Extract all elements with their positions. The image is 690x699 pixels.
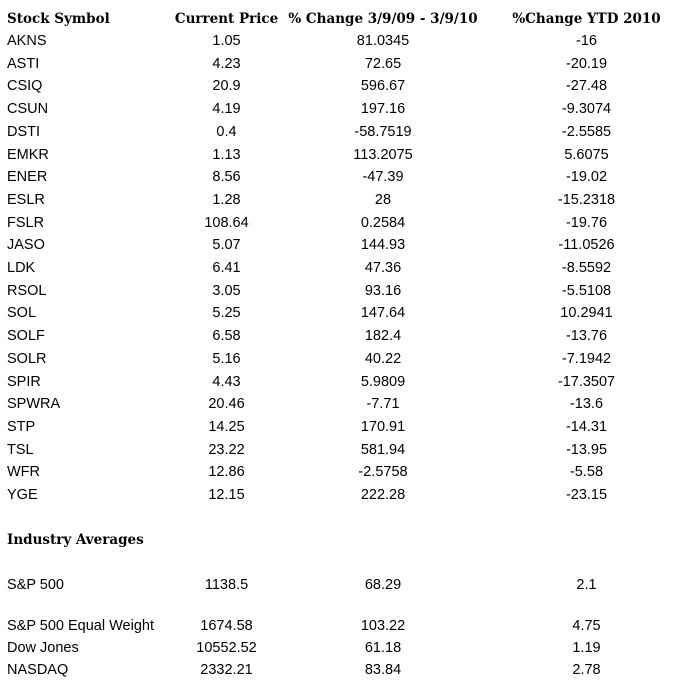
- change-year-cell: 81.0345: [356, 33, 410, 49]
- header-current-price: Current Price: [174, 11, 279, 27]
- change-ytd-cell: -20.19: [565, 55, 608, 72]
- current-price-cell: 4.19: [212, 101, 241, 118]
- change-ytd-cell: -11.0526: [558, 237, 615, 254]
- current-price-cell: 1.05: [212, 33, 241, 49]
- current-price-cell: 4.43: [212, 373, 241, 390]
- change-ytd-cell: -9.3074: [561, 101, 612, 118]
- industry-name-cell: S&P 500: [7, 577, 64, 593]
- table-row: [0, 416, 690, 439]
- table-row: [0, 98, 690, 121]
- current-price-cell: 4.23: [212, 55, 241, 72]
- industry-row: [0, 636, 690, 658]
- industry-change-ytd-cell: 1.19: [572, 640, 601, 656]
- industry-heading-row: [0, 528, 690, 552]
- stock-symbol-cell: RSOL: [7, 282, 47, 299]
- change-year-cell: 197.16: [360, 101, 406, 118]
- change-year-cell: -7.71: [366, 396, 400, 413]
- stock-symbol-cell: DSTI: [7, 123, 41, 140]
- table-row: [0, 302, 690, 325]
- table-row: [0, 189, 690, 212]
- stock-symbol-cell: YGE: [7, 487, 38, 504]
- header-row: [0, 8, 690, 30]
- change-ytd-cell: -23.15: [565, 487, 608, 504]
- change-year-cell: -58.7519: [354, 123, 412, 140]
- table-row: [0, 144, 690, 167]
- industry-row: [0, 573, 690, 595]
- industry-heading-table: [0, 528, 690, 552]
- table-row: [0, 257, 690, 280]
- change-year-cell: 581.94: [360, 441, 406, 458]
- table-row: [0, 348, 690, 371]
- stock-symbol-cell: ESLR: [7, 191, 45, 208]
- change-year-cell: -47.39: [362, 169, 404, 186]
- current-price-cell: 20.46: [208, 396, 245, 413]
- current-price-cell: 12.15: [208, 487, 245, 504]
- current-price-cell: 20.9: [212, 78, 241, 95]
- current-price-cell: 5.07: [212, 237, 241, 254]
- table-row: [0, 280, 690, 303]
- current-price-cell: 14.25: [208, 418, 245, 435]
- change-ytd-cell: -7.1942: [561, 350, 612, 367]
- change-ytd-cell: -15.2318: [557, 191, 616, 208]
- industry-change-ytd-cell: 2.78: [572, 662, 601, 678]
- change-ytd-cell: -2.5585: [561, 123, 612, 140]
- current-price-cell: 1.13: [212, 146, 241, 163]
- table-row: [0, 484, 690, 507]
- stock-symbol-cell: AKNS: [7, 33, 47, 49]
- table-row: [0, 234, 690, 257]
- table-row: [0, 439, 690, 462]
- stock-symbol-cell: STP: [7, 418, 36, 435]
- table-row: [0, 121, 690, 144]
- table-row: [0, 212, 690, 235]
- industry-change-year-cell: 103.22: [360, 618, 406, 634]
- change-year-cell: 144.93: [360, 237, 406, 254]
- industry-name-cell: NASDAQ: [7, 662, 69, 678]
- change-ytd-cell: -14.31: [565, 418, 608, 435]
- stock-symbol-cell: ASTI: [7, 55, 40, 72]
- change-ytd-cell: -19.02: [565, 169, 608, 186]
- industry-price-cell: 10552.52: [196, 640, 257, 656]
- current-price-cell: 5.25: [212, 305, 241, 322]
- stock-table: [0, 8, 690, 507]
- table-row: [0, 325, 690, 348]
- change-ytd-cell: -16: [576, 33, 597, 49]
- table-row: [0, 371, 690, 394]
- current-price-cell: 6.58: [212, 328, 241, 345]
- industry-price-cell: 1674.58: [200, 618, 253, 634]
- current-price-cell: 3.05: [212, 282, 241, 299]
- change-ytd-cell: 10.2941: [560, 305, 613, 322]
- change-year-cell: 596.67: [360, 78, 406, 95]
- industry-change-year-cell: 83.84: [364, 662, 402, 678]
- current-price-cell: 6.41: [212, 260, 241, 277]
- change-ytd-cell: -5.5108: [561, 282, 612, 299]
- change-ytd-cell: -8.5592: [561, 260, 612, 277]
- stock-symbol-cell: SOL: [7, 305, 37, 322]
- stock-symbol-cell: LDK: [7, 260, 36, 277]
- change-ytd-cell: -17.3507: [557, 373, 616, 390]
- industry-change-ytd-cell: 2.1: [576, 577, 597, 593]
- current-price-cell: 12.86: [208, 464, 245, 481]
- industry-change-year-cell: 68.29: [364, 577, 402, 593]
- industry-table: [0, 573, 690, 680]
- industry-price-cell: 1138.5: [204, 577, 249, 593]
- current-price-cell: 0.4: [216, 123, 237, 140]
- change-year-cell: 93.16: [364, 282, 402, 299]
- industry-change-year-cell: 61.18: [364, 640, 402, 656]
- change-year-cell: 222.28: [360, 487, 406, 504]
- header-stock-symbol: Stock Symbol: [7, 11, 110, 27]
- stock-symbol-cell: SOLF: [7, 328, 45, 345]
- change-year-cell: 182.4: [364, 328, 402, 345]
- change-ytd-cell: -19.76: [565, 214, 608, 231]
- table-row: [0, 75, 690, 98]
- change-year-cell: 147.64: [360, 305, 406, 322]
- change-ytd-cell: -27.48: [565, 78, 608, 95]
- header-change-ytd: %Change YTD 2010: [512, 11, 661, 27]
- change-year-cell: 0.2584: [360, 214, 406, 231]
- change-year-cell: 28: [374, 191, 392, 208]
- stock-symbol-cell: CSIQ: [7, 78, 43, 95]
- change-ytd-cell: -13.95: [565, 441, 608, 458]
- change-year-cell: 5.9809: [360, 373, 406, 390]
- change-ytd-cell: -13.76: [565, 328, 608, 345]
- stock-symbol-cell: ENER: [7, 169, 48, 186]
- industry-price-cell: 2332.21: [200, 662, 253, 678]
- header-change-year: % Change 3/9/09 - 3/9/10: [288, 11, 478, 27]
- industry-change-ytd-cell: 4.75: [572, 618, 601, 634]
- stock-symbol-cell: SPWRA: [7, 396, 61, 413]
- change-ytd-cell: -13.6: [569, 396, 604, 413]
- change-year-cell: 47.36: [364, 260, 402, 277]
- stock-symbol-cell: CSUN: [7, 101, 49, 118]
- current-price-cell: 23.22: [208, 441, 245, 458]
- table-row: [0, 30, 690, 53]
- industry-row: [0, 658, 690, 680]
- table-row: [0, 393, 690, 416]
- table-row: [0, 166, 690, 189]
- current-price-cell: 108.64: [204, 214, 249, 231]
- table-row: [0, 461, 690, 484]
- industry-name-cell: S&P 500 Equal Weight: [7, 618, 154, 634]
- change-year-cell: 113.2075: [353, 146, 413, 163]
- change-ytd-cell: -5.58: [569, 464, 604, 481]
- stock-symbol-cell: FSLR: [7, 214, 45, 231]
- change-year-cell: -2.5758: [358, 464, 408, 481]
- change-year-cell: 170.91: [360, 418, 406, 435]
- stock-symbol-cell: SPIR: [7, 373, 41, 390]
- industry-name-cell: Dow Jones: [7, 640, 79, 656]
- change-ytd-cell: 5.6075: [564, 146, 609, 163]
- stock-symbol-cell: JASO: [7, 237, 45, 254]
- stock-symbol-cell: TSL: [7, 441, 34, 458]
- current-price-cell: 8.56: [212, 169, 241, 186]
- change-year-cell: 72.65: [364, 55, 402, 72]
- stock-symbol-cell: WFR: [7, 464, 41, 481]
- current-price-cell: 5.16: [212, 350, 241, 367]
- stock-symbol-cell: EMKR: [7, 146, 49, 163]
- table-row: [0, 53, 690, 76]
- change-year-cell: 40.22: [364, 350, 402, 367]
- stock-symbol-cell: SOLR: [7, 350, 47, 367]
- current-price-cell: 1.28: [212, 191, 241, 208]
- industry-averages-heading: Industry Averages: [7, 532, 144, 548]
- industry-row: [0, 595, 690, 636]
